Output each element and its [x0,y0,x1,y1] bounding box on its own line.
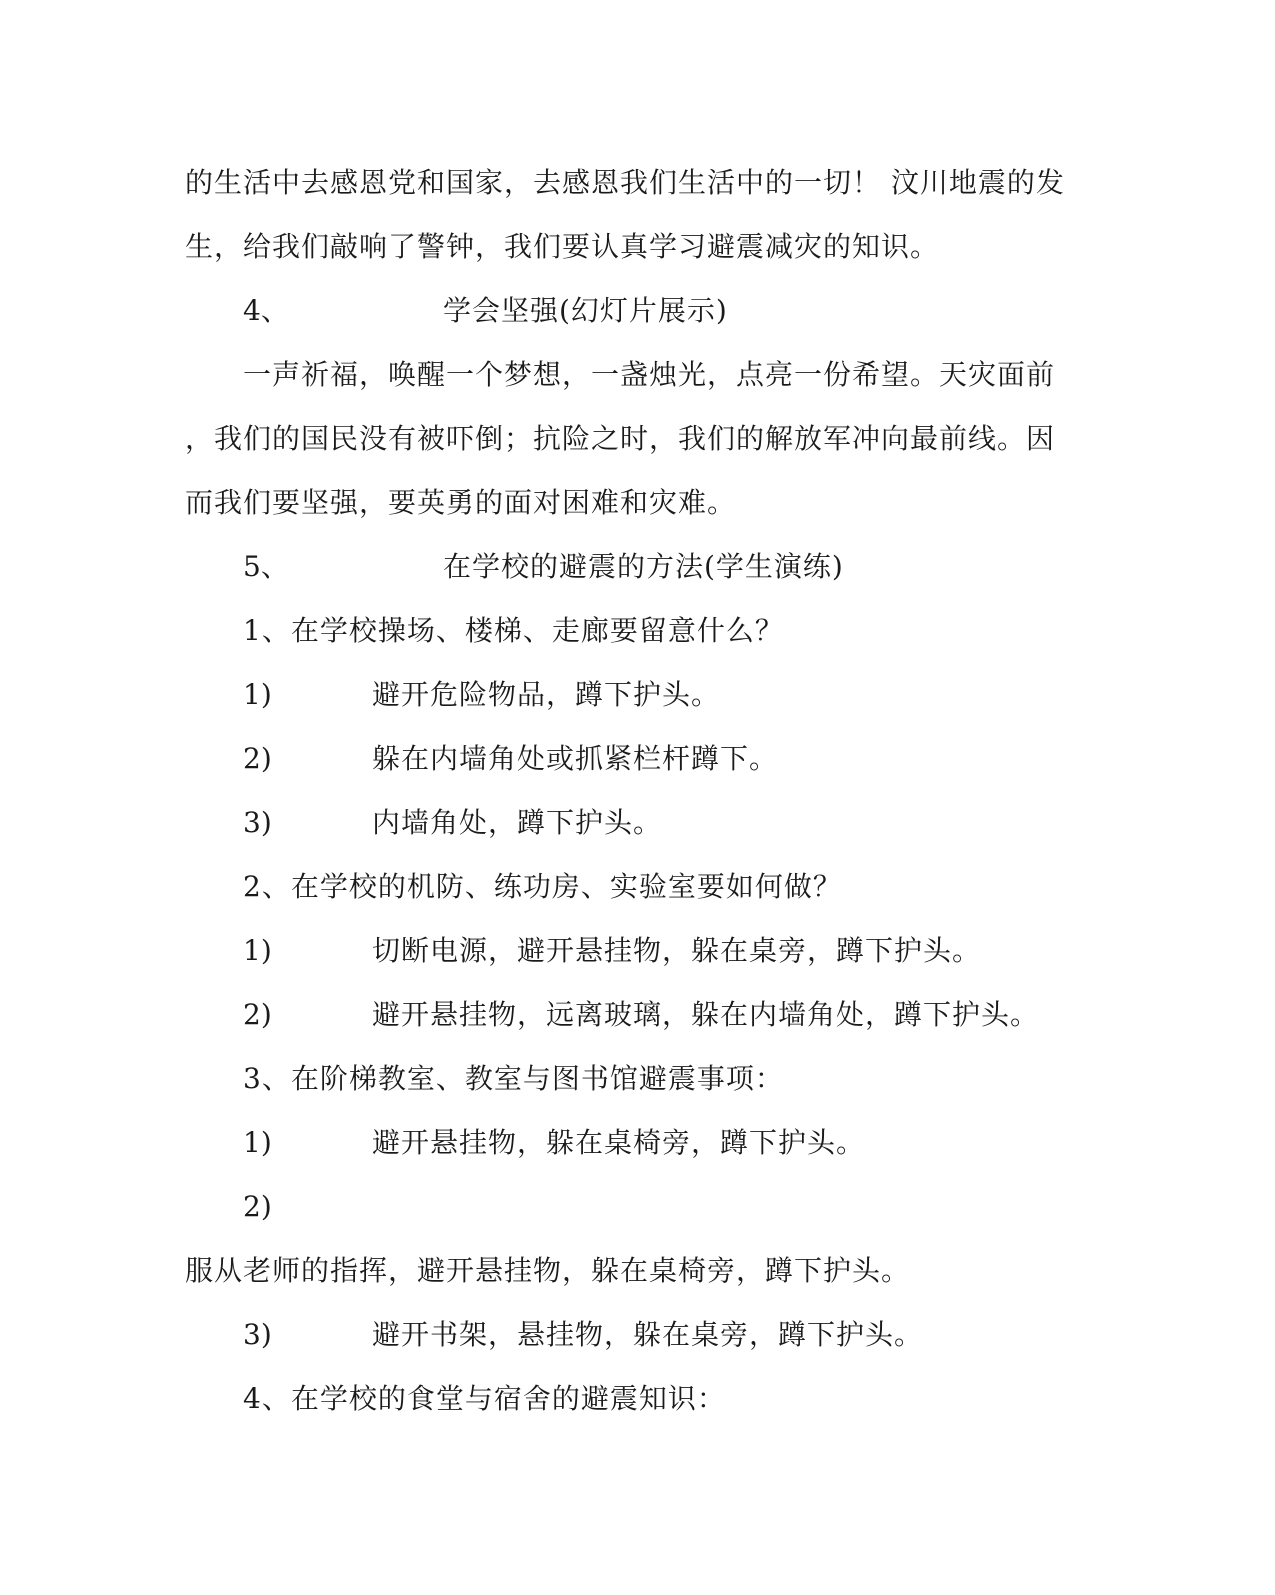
list-item: 避开书架，悬挂物，躲在桌旁，蹲下护头。 [372,1318,924,1351]
list-item-number: 2) [243,1190,272,1223]
list-item: 内墙角处，蹲下护头。 [372,806,663,839]
list-item-number: 1) [243,934,272,967]
paragraph-line: 一声祈福，唤醒一个梦想，一盏烛光，点亮一份希望。天灾面前 [243,358,1056,391]
list-item: 切断电源，避开悬挂物，躲在桌旁，蹲下护头。 [372,934,982,967]
list-item-number: 3) [243,806,272,839]
question-heading: 4、在学校的食堂与宿舍的避震知识： [243,1382,726,1415]
list-item-number: 3) [243,1318,272,1351]
list-item-number: 2) [243,998,272,1031]
question-heading: 3、在阶梯教室、教室与图书馆避震事项： [243,1062,784,1095]
list-item-number: 1) [243,1126,272,1159]
section-title: 学会坚强(幻灯片展示) [443,294,728,327]
list-item: 躲在内墙角处或抓紧栏杆蹲下。 [372,742,779,775]
paragraph-line: ，我们的国民没有被吓倒；抗险之时，我们的解放军冲向最前线。因 [185,422,1056,455]
list-item: 避开悬挂物，躲在桌椅旁，蹲下护头。 [372,1126,866,1159]
question-heading: 1、在学校操场、楼梯、走廊要留意什么？ [243,614,784,647]
paragraph-line: 的生活中去感恩党和国家，去感恩我们生活中的一切！ 汶川地震的发 [185,166,1065,199]
paragraph-line: 生，给我们敲响了警钟，我们要认真学习避震减灾的知识。 [185,230,940,263]
question-heading: 2、在学校的机防、练功房、实验室要如何做？ [243,870,842,903]
list-item: 服从老师的指挥，避开悬挂物，躲在桌椅旁，蹲下护头。 [185,1254,911,1287]
list-item: 避开危险物品，蹲下护头。 [372,678,721,711]
section-title: 在学校的避震的方法(学生演练) [443,550,844,583]
list-item-number: 1) [243,678,272,711]
section-number: 4、 [243,294,289,327]
list-item: 避开悬挂物，远离玻璃，躲在内墙角处，蹲下护头。 [372,998,1040,1031]
section-number: 5、 [243,550,289,583]
paragraph-line: 而我们要坚强，要英勇的面对困难和灾难。 [185,486,737,519]
list-item-number: 2) [243,742,272,775]
